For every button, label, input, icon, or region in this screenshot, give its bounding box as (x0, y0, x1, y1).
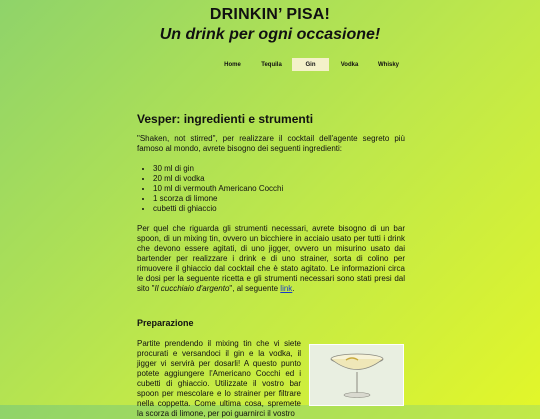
site-title: DRINKIN’ PISA! (209, 6, 331, 23)
nav-item-whisky[interactable]: Whisky (377, 61, 399, 68)
preparation-heading: Preparazione (137, 318, 194, 328)
preparation-section (137, 339, 405, 419)
nav-item-home[interactable]: Home (224, 61, 241, 68)
tools-text-mid: ", al seguente (229, 284, 281, 293)
martini-glass-icon (322, 348, 392, 402)
ingredients-list (153, 164, 405, 214)
tools-text: Per quel che riguarda gli strumenti necessari, avrete bisogno di un bar spoon, di un mixing tin, ovvero un bicchiere in acciaio usato per tutti i drink che devono essere agitati, di uno jigger, ovvero un misurino usato dai bartender per realizzare i drink e di uno strainer, sorta di colino per rimuovere il ghiaccio dal cocktail che è stato agitato. Le informazioni circa le dosi per la seguente ricetta e gli strumenti necessari sono stati presi dal sito " (137, 224, 405, 293)
nav-item-tequila[interactable]: Tequila (261, 61, 282, 68)
nav-item-gin[interactable]: Gin (292, 58, 329, 71)
preparation-text: Partite prendendo il mixing tin che vi siete procurati e versandoci il gin e la vodka, il jigger vi servirà per dosarli! A questo punto potete aggiungere l'Americano Cocchi ed i cubetti di ghiaccio. Utilizzate il vostro bar spoon per mescolare e lo strainer per filtrare nella coppetta. Come ultima cosa, spremete la scorza di limone, per poi guarnirci il vostro (137, 339, 301, 418)
article (137, 114, 405, 419)
site-subtitle: Un drink per ogni occasione! (159, 26, 381, 43)
article-title: Vesper: ingredienti e strumenti (137, 112, 314, 126)
site-header (0, 6, 540, 44)
source-name: Il cucchiaio d'argento (154, 284, 230, 293)
list-item: • 20 ml di vodka (153, 174, 405, 184)
main-nav (214, 58, 409, 71)
nav-item-vodka[interactable]: Vodka (340, 61, 359, 68)
source-link[interactable]: link (280, 284, 293, 293)
intro-paragraph: "Shaken, not stirred", per realizzare il cocktail dell'agente segreto più famoso al mondo, avrete bisogno dei seguenti ingredienti: (137, 134, 405, 153)
list-item: • 30 ml di gin (153, 164, 405, 174)
tools-text-end: . (292, 284, 295, 293)
list-item: • 1 scorza di limone (153, 194, 405, 204)
tools-paragraph (137, 224, 405, 294)
list-item: • 10 ml di vermouth Americano Cocchi (153, 184, 405, 194)
list-item: • cubetti di ghiaccio (153, 204, 405, 214)
cocktail-image (309, 344, 404, 406)
